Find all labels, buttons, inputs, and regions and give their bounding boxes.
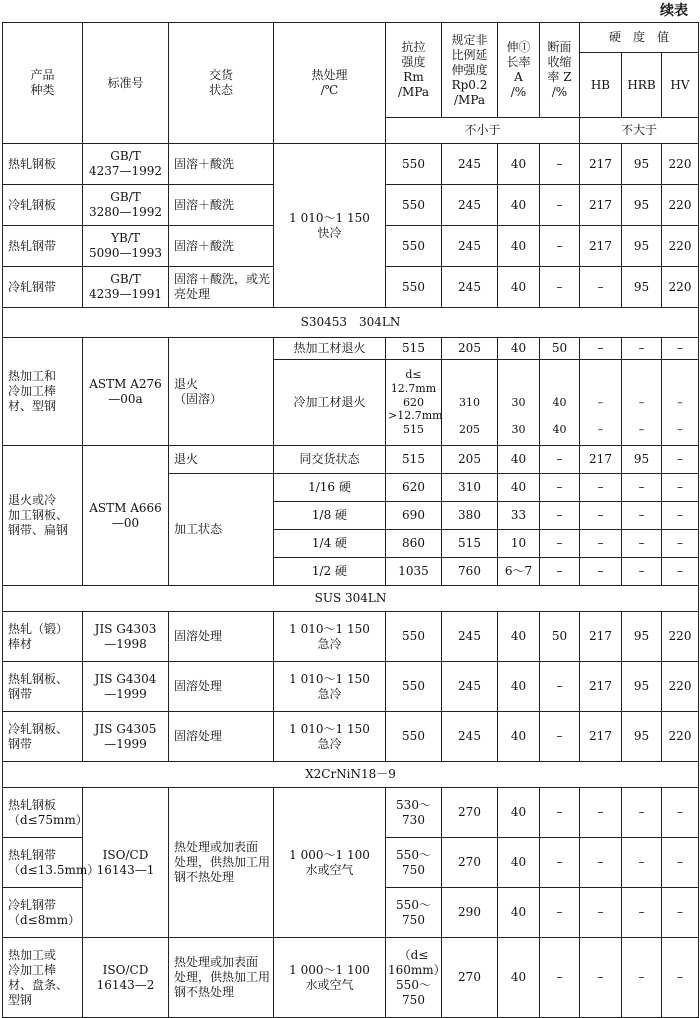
- cell-a: 40: [498, 144, 540, 185]
- cell-rm: 515: [386, 446, 442, 474]
- cell-z: –: [540, 662, 580, 712]
- cell-hb: 217: [580, 144, 622, 185]
- cell-delivery: 热处理或加表面 处理，供热加工用 钢不热处理: [169, 938, 274, 1018]
- cell-hb: 217: [580, 185, 622, 226]
- cell-a: 40: [498, 662, 540, 712]
- cell-hb: –: [580, 788, 622, 838]
- cell-z: –: [540, 226, 580, 267]
- cell-rp: 270: [442, 938, 498, 1018]
- cell-rm: 515: [386, 338, 442, 360]
- cell-delivery: 退火: [169, 446, 274, 474]
- cell-hrb: 95: [622, 226, 662, 267]
- cell-a: 40: [498, 788, 540, 838]
- cell-hrb: –: [622, 888, 662, 938]
- cell-standard: JIS G4305 —1999: [83, 712, 169, 762]
- cell-hrb: 95: [622, 712, 662, 762]
- cell-heat: 1 000～1 100 水或空气: [274, 938, 386, 1018]
- cell-rp: 245: [442, 662, 498, 712]
- header-hardness: 硬 度 值: [580, 23, 699, 53]
- cell-rm: 530～ 730: [386, 788, 442, 838]
- cell-standard: ISO/CD 16143—1: [83, 788, 169, 938]
- table-row: [3, 938, 699, 1018]
- cell-product: 热加工或 冷加工棒 材、盘条、 型钢: [3, 938, 83, 1018]
- cell-product: 热轧钢板、 钢带: [3, 662, 83, 712]
- cell-hrb: –: [622, 938, 662, 1018]
- cell-rm: 550: [386, 144, 442, 185]
- cell-z: 50: [540, 612, 580, 662]
- cell-delivery: 退火 （固溶）: [169, 338, 274, 446]
- header-hv: HV: [662, 53, 699, 118]
- cell-hv: 220: [662, 185, 699, 226]
- cell-hb: –: [580, 474, 622, 502]
- cell-z: –: [540, 838, 580, 888]
- cell-rm: 550: [386, 267, 442, 308]
- cell-a: 30 30: [498, 360, 540, 446]
- cell-hb: –: [580, 267, 622, 308]
- cell-hrb: 95: [622, 446, 662, 474]
- cell-product: 热轧钢带: [3, 226, 83, 267]
- cell-hv: –: [662, 530, 699, 558]
- cell-z: –: [540, 446, 580, 474]
- cell-rp: 245: [442, 612, 498, 662]
- cell-z: –: [540, 144, 580, 185]
- cell-rm: 550～ 750: [386, 838, 442, 888]
- cell-heat: 1/8 硬: [274, 502, 386, 530]
- cell-a: 40: [498, 938, 540, 1018]
- cell-delivery: 固溶＋酸洗: [169, 185, 274, 226]
- cell-hb: 217: [580, 612, 622, 662]
- cell-standard: GB/T 4237—1992: [83, 144, 169, 185]
- cell-hrb: 95: [622, 144, 662, 185]
- cell-heat: 1 010～1 150 急冷: [274, 662, 386, 712]
- header-not-more: 不大于: [580, 118, 699, 144]
- cell-hv: –: [662, 558, 699, 586]
- cell-a: 40: [498, 226, 540, 267]
- cell-rp: 310: [442, 474, 498, 502]
- cell-hrb: 95: [622, 185, 662, 226]
- cell-hv: –: [662, 888, 699, 938]
- cell-delivery: 固溶处理: [169, 612, 274, 662]
- cell-a: 33: [498, 502, 540, 530]
- cell-hb: –: [580, 502, 622, 530]
- cell-z: –: [540, 474, 580, 502]
- cell-z: –: [540, 938, 580, 1018]
- cell-hb: 217: [580, 446, 622, 474]
- cell-product: 热轧钢带 （d≤13.5mm）: [3, 838, 83, 888]
- cell-heat: 热加工材退火: [274, 338, 386, 360]
- cell-rp: 270: [442, 788, 498, 838]
- header-heat: 热处理 /℃: [274, 23, 386, 144]
- cell-product: 冷轧钢带: [3, 267, 83, 308]
- cell-hv: –: [662, 338, 699, 360]
- cell-heat: 1/4 硬: [274, 530, 386, 558]
- cell-rp: 760: [442, 558, 498, 586]
- cell-z: 50: [540, 338, 580, 360]
- cell-standard: ASTM A276 —00a: [83, 338, 169, 446]
- cell-rm: 550～ 750: [386, 888, 442, 938]
- cell-hv: –: [662, 938, 699, 1018]
- cell-rp: 380: [442, 502, 498, 530]
- cell-hrb: –: [622, 558, 662, 586]
- cell-rp: 245: [442, 144, 498, 185]
- cell-heat: 1 010～1 150 急冷: [274, 712, 386, 762]
- table-row: [3, 662, 699, 712]
- cell-z: –: [540, 502, 580, 530]
- cell-z: –: [540, 185, 580, 226]
- cell-hb: –: [580, 888, 622, 938]
- cell-hrb: –: [622, 338, 662, 360]
- cell-heat: 1 010～1 150 急冷: [274, 612, 386, 662]
- cell-hb: –: [580, 838, 622, 888]
- cell-rp: 245: [442, 712, 498, 762]
- cell-a: 40: [498, 612, 540, 662]
- cell-standard: ASTM A666 —00: [83, 446, 169, 586]
- cell-z: 40 40: [540, 360, 580, 446]
- cell-heat: 冷加工材退火: [274, 360, 386, 446]
- cell-rp: 245: [442, 185, 498, 226]
- table-row: [3, 144, 699, 185]
- cell-heat: 1 000～1 100 水或空气: [274, 788, 386, 938]
- cell-hrb: 95: [622, 662, 662, 712]
- cell-z: –: [540, 530, 580, 558]
- cell-hv: – –: [662, 360, 699, 446]
- cell-hv: –: [662, 446, 699, 474]
- cell-hv: –: [662, 474, 699, 502]
- cell-product: 退火或冷 加工钢板、 钢带、扁钢: [3, 446, 83, 586]
- cell-hb: –: [580, 338, 622, 360]
- cell-z: –: [540, 788, 580, 838]
- continued-label: 续表: [660, 3, 688, 19]
- cell-product: 热轧钢板: [3, 144, 83, 185]
- cell-rp: 205: [442, 338, 498, 360]
- cell-hrb: –: [622, 502, 662, 530]
- cell-rm: 550: [386, 185, 442, 226]
- cell-a: 40: [498, 446, 540, 474]
- cell-product: 热加工和 冷加工棒 材、型钢: [3, 338, 83, 446]
- cell-standard: GB/T 3280—1992: [83, 185, 169, 226]
- cell-heat: 1/16 硬: [274, 474, 386, 502]
- cell-hv: 220: [662, 267, 699, 308]
- cell-product: 热轧钢板 （d≤75mm）: [3, 788, 83, 838]
- table-row: [3, 612, 699, 662]
- cell-standard: ISO/CD 16143—2: [83, 938, 169, 1018]
- cell-rm: 690: [386, 502, 442, 530]
- cell-rp: 245: [442, 267, 498, 308]
- cell-z: –: [540, 267, 580, 308]
- cell-delivery: 固溶处理: [169, 712, 274, 762]
- cell-heat: 1/2 硬: [274, 558, 386, 586]
- cell-product: 冷轧钢板: [3, 185, 83, 226]
- cell-a: 40: [498, 267, 540, 308]
- cell-hv: –: [662, 788, 699, 838]
- header-product: 产品 种类: [3, 23, 83, 144]
- header-delivery: 交货 状态: [169, 23, 274, 144]
- cell-a: 40: [498, 185, 540, 226]
- cell-rm: 860: [386, 530, 442, 558]
- header-standard: 标准号: [83, 23, 169, 144]
- cell-a: 40: [498, 838, 540, 888]
- cell-hb: –: [580, 558, 622, 586]
- cell-delivery: 固溶＋酸洗: [169, 144, 274, 185]
- table-row: [3, 446, 699, 474]
- cell-heat: 1 010～1 150 快冷: [274, 144, 386, 308]
- cell-rm: 1035: [386, 558, 442, 586]
- section-heading: X2CrNiN18－9: [3, 762, 699, 788]
- header-hb: HB: [580, 53, 622, 118]
- cell-delivery: 热处理或加表面 处理，供热加工用 钢不热处理: [169, 788, 274, 938]
- cell-hv: –: [662, 838, 699, 888]
- properties-table: [2, 22, 699, 1018]
- cell-hb: 217: [580, 226, 622, 267]
- cell-rp: 290: [442, 888, 498, 938]
- cell-hv: 220: [662, 144, 699, 185]
- cell-rp: 205: [442, 446, 498, 474]
- cell-hrb: 95: [622, 267, 662, 308]
- cell-hb: 217: [580, 712, 622, 762]
- cell-delivery: 固溶处理: [169, 662, 274, 712]
- cell-rp: 515: [442, 530, 498, 558]
- cell-rm: 550: [386, 612, 442, 662]
- cell-standard: JIS G4303 —1998: [83, 612, 169, 662]
- cell-rp: 245: [442, 226, 498, 267]
- cell-a: 10: [498, 530, 540, 558]
- cell-hv: –: [662, 502, 699, 530]
- cell-rp: 270: [442, 838, 498, 888]
- cell-z: –: [540, 712, 580, 762]
- cell-product: 冷轧钢板、 钢带: [3, 712, 83, 762]
- cell-hrb: –: [622, 530, 662, 558]
- section-heading: S30453 304LN: [3, 308, 699, 338]
- cell-hrb: –: [622, 474, 662, 502]
- cell-hb: 217: [580, 662, 622, 712]
- cell-hb: –: [580, 938, 622, 1018]
- cell-hb: –: [580, 530, 622, 558]
- cell-delivery: 加工状态: [169, 474, 274, 586]
- header-yield: 规定非 比例延 伸强度 Rp0.2 /MPa: [442, 23, 498, 118]
- cell-standard: JIS G4304 —1999: [83, 662, 169, 712]
- cell-heat: 同交货状态: [274, 446, 386, 474]
- cell-a: 40: [498, 338, 540, 360]
- cell-rm: 550: [386, 662, 442, 712]
- cell-hrb: –: [622, 838, 662, 888]
- header-hrb: HRB: [622, 53, 662, 118]
- cell-rm: d≤ 12.7mm 620 >12.7mm 515: [386, 360, 442, 446]
- cell-rm: 620: [386, 474, 442, 502]
- cell-rm: 550: [386, 226, 442, 267]
- table-row: [3, 712, 699, 762]
- cell-a: 40: [498, 888, 540, 938]
- section-heading: SUS 304LN: [3, 586, 699, 612]
- cell-delivery: 固溶＋酸洗，或光 亮处理: [169, 267, 274, 308]
- cell-hv: 220: [662, 662, 699, 712]
- cell-standard: YB/T 5090—1993: [83, 226, 169, 267]
- cell-a: 6～7: [498, 558, 540, 586]
- header-elongation: 伸① 长率 A /%: [498, 23, 540, 118]
- header-tensile: 抗拉 强度 Rm /MPa: [386, 23, 442, 118]
- cell-hv: 220: [662, 712, 699, 762]
- cell-standard: GB/T 4239—1991: [83, 267, 169, 308]
- cell-hrb: 95: [622, 612, 662, 662]
- cell-rm: 550: [386, 712, 442, 762]
- cell-z: –: [540, 558, 580, 586]
- cell-a: 40: [498, 712, 540, 762]
- cell-product: 热轧（锻） 棒材: [3, 612, 83, 662]
- cell-rm: （d≤ 160mm） 550～ 750: [386, 938, 442, 1018]
- cell-hrb: – –: [622, 360, 662, 446]
- header-reduction: 断面 收缩 率 Z /%: [540, 23, 580, 118]
- cell-z: –: [540, 888, 580, 938]
- table-row: [3, 788, 699, 838]
- cell-a: 40: [498, 474, 540, 502]
- table-row: [3, 338, 699, 360]
- cell-rp: 310 205: [442, 360, 498, 446]
- cell-delivery: 固溶＋酸洗: [169, 226, 274, 267]
- cell-hv: 220: [662, 612, 699, 662]
- cell-hb: – –: [580, 360, 622, 446]
- cell-product: 冷轧钢带 （d≤8mm）: [3, 888, 83, 938]
- cell-hv: 220: [662, 226, 699, 267]
- header-not-less: 不小于: [386, 118, 580, 144]
- cell-hrb: –: [622, 788, 662, 838]
